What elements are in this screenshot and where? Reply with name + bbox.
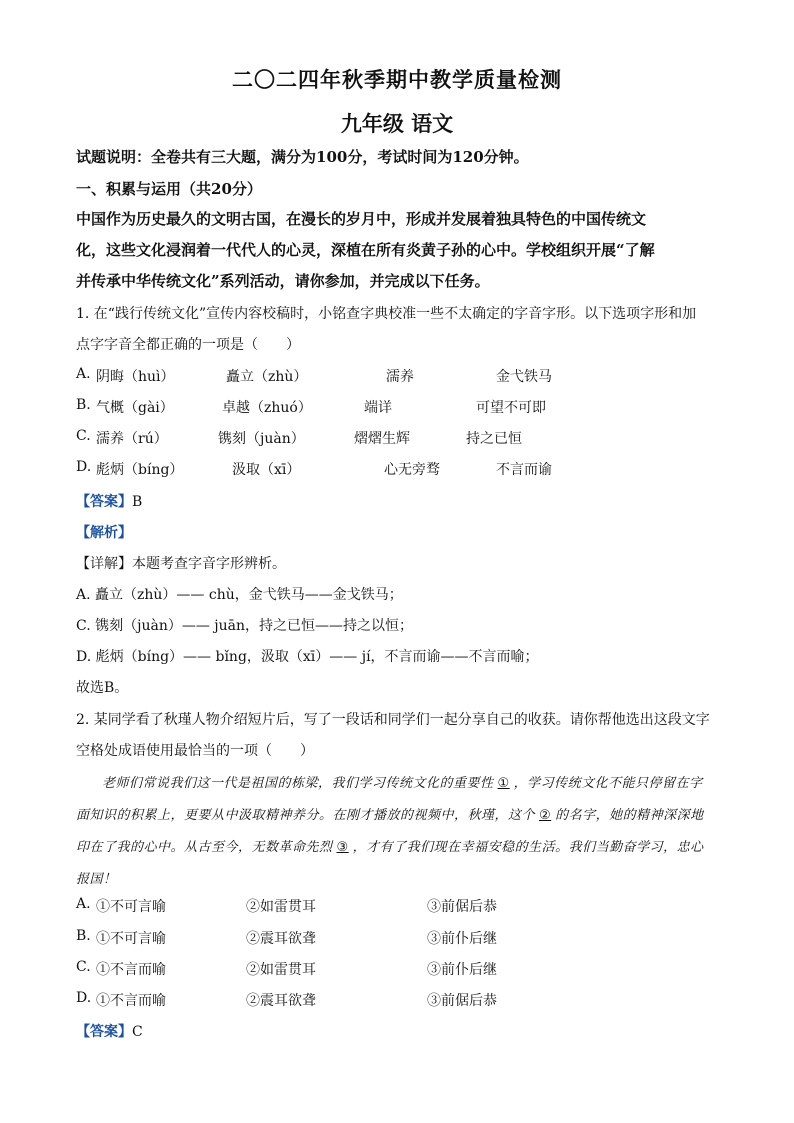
q1-detail-line-1: 【详解】本题考查字音字形辨析。: [76, 556, 286, 572]
option-col3: ③前倨后恭: [427, 993, 497, 1009]
q2-stem-line-2: 空格处成语使用最恰当的一项（ ）: [76, 743, 314, 759]
passage-part-2: ，学习传统文化不能只停留在字面知识的积累上，更要从中汲取精神养分。在刚才播放的视频中，秋瑾，这个: [76, 776, 703, 823]
answer-value: C: [132, 1024, 143, 1040]
option-col3: 心无旁骛: [384, 462, 440, 478]
option-col1: ①不言而喻: [96, 962, 166, 978]
blank-3: ③: [336, 840, 349, 855]
option-col2: 镌刻（juàn）: [218, 431, 305, 447]
option-letter: B.: [76, 397, 91, 413]
page-title: 二〇二四年秋季期中教学质量检测: [232, 67, 562, 92]
option-col1: 气概（gài）: [96, 400, 174, 416]
option-letter: A.: [76, 366, 91, 382]
option-col4: 可望不可即: [476, 400, 546, 416]
option-col1: 阴晦（huì）: [96, 369, 175, 385]
option-col4: 不言而谕: [496, 462, 552, 478]
option-col2: 矗立（zhù）: [226, 369, 308, 385]
q1-stem-line-1: 1. 在“践行传统文化”宣传内容校稿时，小铭查字典校准一些不太确定的字音字形。以下选项字形和加: [76, 306, 697, 322]
instructions: 试题说明：全卷共有三大题，满分为100分，考试时间为120分钟。: [76, 148, 529, 166]
option-col1: 濡养（rú）: [96, 431, 168, 447]
option-col2: ②如雷贯耳: [246, 962, 316, 978]
option-col3: ③前倨后恭: [427, 899, 497, 915]
option-col1: ①不言而喻: [96, 993, 166, 1009]
q2-stem-line-1: 2. 某同学看了秋瑾人物介绍短片后，写了一段话和同学们一起分享自己的收获。请你帮他选出这段文字: [76, 712, 710, 728]
q1-answer: [76, 491, 142, 511]
q1-detail-line-2: A. 矗立（zhù）—— chù，金弋铁马——金戈铁马；: [76, 587, 403, 603]
blank-1: ①: [497, 776, 510, 791]
analysis-tag: 【解析】: [76, 525, 132, 541]
option-col3: ③前仆后继: [427, 962, 497, 978]
q1-detail-line-5: 故选B。: [76, 680, 129, 696]
answer-tag: 【答案】: [76, 1024, 132, 1040]
q1-detail-line-3: C. 镌刻（juàn）—— juān，持之已恒——持之以恒；: [76, 618, 414, 634]
intro-line-3: 并传承中华传统文化”系列活动，请你参加，并完成以下任务。: [76, 272, 490, 290]
option-letter: D.: [76, 990, 92, 1006]
section-heading: 一、积累与运用（共20分）: [76, 180, 262, 198]
option-col3: ③前仆后继: [427, 931, 497, 947]
option-col2: 卓越（zhuó）: [222, 400, 312, 416]
option-letter: C.: [76, 959, 91, 975]
intro-line-2: 化，这些文化浸润着一代代人的心灵，深植在所有炎黄子孙的心中。学校组织开展“了解: [76, 241, 655, 259]
blank-2: ②: [539, 808, 552, 823]
option-letter: B.: [76, 928, 91, 944]
option-col4: 持之已恒: [466, 431, 522, 447]
q1-detail-line-4: D. 彪炳（bíng）—— bǐng，汲取（xī）—— jí，不言而谕——不言而喻；: [76, 649, 539, 665]
option-col2: 汲取（xī）: [232, 462, 301, 478]
q2-passage: [76, 768, 716, 896]
q1-stem-line-2: 点字字音全都正确的一项是（ ）: [76, 337, 300, 353]
passage-part-3: 的名字，她的精神深深地印在了我的心中。从古至今，无数革命先烈: [76, 808, 704, 855]
option-col3: 熠熠生辉: [354, 431, 410, 447]
q1-analysis-tag: [76, 522, 132, 542]
page-subtitle: 九年级 语文: [340, 111, 454, 136]
option-col2: ②如雷贯耳: [246, 899, 316, 915]
option-col1: ①不可言喻: [96, 931, 166, 947]
passage-part-4: ，才有了我们现在幸福安稳的生活。我们当勤奋学习，忠心报国！: [76, 840, 704, 887]
option-col2: ②震耳欲聋: [246, 993, 316, 1009]
option-letter: A.: [76, 896, 91, 912]
option-col1: ①不可言喻: [96, 899, 166, 915]
option-col1: 彪炳（bíng）: [96, 462, 184, 478]
passage-part-1: 老师们常说我们这一代是祖国的栋梁，我们学习传统文化的重要性: [102, 776, 494, 791]
answer-tag: 【答案】: [76, 494, 132, 510]
intro-line-1: 中国作为历史最久的文明古国，在漫长的岁月中，形成并发展着独具特色的中国传统文: [76, 210, 647, 228]
answer-value: B: [132, 494, 143, 510]
option-col2: ②震耳欲聋: [246, 931, 316, 947]
q2-answer: [76, 1021, 143, 1041]
option-col4: 金弋铁马: [496, 369, 552, 385]
option-letter: D.: [76, 459, 92, 475]
option-col3: 端详: [364, 400, 392, 416]
option-col3: 濡养: [386, 369, 414, 385]
option-letter: C.: [76, 428, 91, 444]
